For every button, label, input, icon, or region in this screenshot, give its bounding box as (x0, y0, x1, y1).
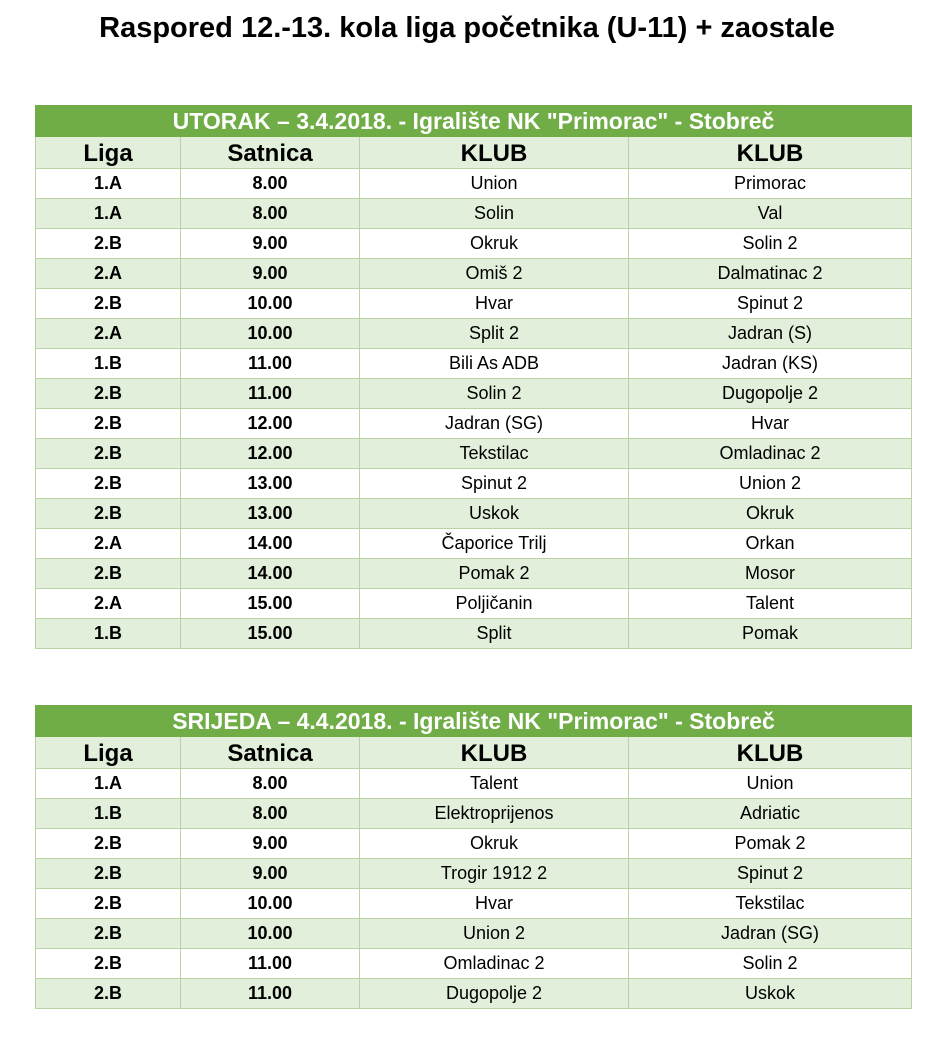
match-liga: 2.A (36, 589, 181, 619)
match-row (36, 979, 912, 1009)
match-row (36, 469, 912, 499)
header-klub-away: KLUB (629, 137, 912, 169)
match-away-club: Pomak (629, 619, 912, 649)
match-row (36, 409, 912, 439)
match-row (36, 229, 912, 259)
match-row (36, 559, 912, 589)
match-home-club: Omiš 2 (360, 259, 629, 289)
match-away-club: Jadran (KS) (629, 349, 912, 379)
match-liga: 2.B (36, 409, 181, 439)
match-time: 8.00 (181, 169, 360, 199)
match-home-club: Union 2 (360, 919, 629, 949)
day-heading: SRIJEDA – 4.4.2018. - Igralište NK "Primorac" - Stobreč (36, 706, 912, 737)
match-home-club: Union (360, 169, 629, 199)
match-liga: 2.B (36, 289, 181, 319)
header-klub-home: KLUB (360, 737, 629, 769)
match-away-club: Okruk (629, 499, 912, 529)
match-time: 10.00 (181, 289, 360, 319)
match-row (36, 829, 912, 859)
match-liga: 1.A (36, 169, 181, 199)
match-liga: 1.B (36, 619, 181, 649)
match-time: 8.00 (181, 769, 360, 799)
match-home-club: Talent (360, 769, 629, 799)
match-away-club: Talent (629, 589, 912, 619)
match-away-club: Pomak 2 (629, 829, 912, 859)
match-liga: 2.B (36, 859, 181, 889)
match-time: 12.00 (181, 409, 360, 439)
match-row (36, 439, 912, 469)
match-time: 9.00 (181, 859, 360, 889)
match-home-club: Poljičanin (360, 589, 629, 619)
match-away-club: Jadran (S) (629, 319, 912, 349)
match-away-club: Adriatic (629, 799, 912, 829)
page-title: Raspored 12.-13. kola liga početnika (U-11) + zaostale (99, 12, 835, 44)
header-satnica: Satnica (181, 137, 360, 169)
match-row (36, 499, 912, 529)
column-header-row (36, 137, 912, 169)
match-time: 8.00 (181, 199, 360, 229)
header-liga: Liga (36, 137, 181, 169)
match-time: 8.00 (181, 799, 360, 829)
match-liga: 2.B (36, 829, 181, 859)
match-away-club: Uskok (629, 979, 912, 1009)
match-liga: 2.B (36, 889, 181, 919)
match-row (36, 529, 912, 559)
match-row (36, 379, 912, 409)
match-home-club: Elektroprijenos (360, 799, 629, 829)
match-home-club: Hvar (360, 289, 629, 319)
match-home-club: Uskok (360, 499, 629, 529)
match-home-club: Jadran (SG) (360, 409, 629, 439)
match-liga: 2.B (36, 229, 181, 259)
match-home-club: Hvar (360, 889, 629, 919)
match-away-club: Primorac (629, 169, 912, 199)
day-heading: UTORAK – 3.4.2018. - Igralište NK "Primorac" - Stobreč (36, 106, 912, 137)
match-row (36, 619, 912, 649)
match-time: 14.00 (181, 559, 360, 589)
match-time: 11.00 (181, 979, 360, 1009)
day-heading-row (36, 106, 912, 137)
header-satnica: Satnica (181, 737, 360, 769)
match-liga: 1.A (36, 769, 181, 799)
match-away-club: Hvar (629, 409, 912, 439)
match-time: 9.00 (181, 259, 360, 289)
match-home-club: Split 2 (360, 319, 629, 349)
match-away-club: Union 2 (629, 469, 912, 499)
match-home-club: Spinut 2 (360, 469, 629, 499)
match-liga: 1.B (36, 349, 181, 379)
match-time: 15.00 (181, 589, 360, 619)
match-liga: 1.B (36, 799, 181, 829)
match-away-club: Tekstilac (629, 889, 912, 919)
match-row (36, 589, 912, 619)
match-liga: 2.A (36, 259, 181, 289)
match-away-club: Solin 2 (629, 229, 912, 259)
match-away-club: Jadran (SG) (629, 919, 912, 949)
match-liga: 1.A (36, 199, 181, 229)
match-liga: 2.B (36, 979, 181, 1009)
match-away-club: Val (629, 199, 912, 229)
match-liga: 2.B (36, 949, 181, 979)
header-klub-home: KLUB (360, 137, 629, 169)
match-home-club: Pomak 2 (360, 559, 629, 589)
schedule-table-tuesday (35, 105, 912, 649)
match-time: 15.00 (181, 619, 360, 649)
match-liga: 2.A (36, 529, 181, 559)
match-time: 10.00 (181, 889, 360, 919)
match-row (36, 199, 912, 229)
match-row (36, 259, 912, 289)
match-away-club: Spinut 2 (629, 859, 912, 889)
match-row (36, 949, 912, 979)
match-away-club: Union (629, 769, 912, 799)
match-home-club: Okruk (360, 229, 629, 259)
column-header-row (36, 737, 912, 769)
match-away-club: Omladinac 2 (629, 439, 912, 469)
match-away-club: Orkan (629, 529, 912, 559)
match-liga: 2.B (36, 469, 181, 499)
header-klub-away: KLUB (629, 737, 912, 769)
match-time: 9.00 (181, 829, 360, 859)
match-home-club: Bili As ADB (360, 349, 629, 379)
match-home-club: Tekstilac (360, 439, 629, 469)
match-away-club: Solin 2 (629, 949, 912, 979)
schedule-body (36, 706, 912, 1009)
match-home-club: Trogir 1912 2 (360, 859, 629, 889)
match-home-club: Dugopolje 2 (360, 979, 629, 1009)
match-time: 14.00 (181, 529, 360, 559)
day-heading-row (36, 706, 912, 737)
match-time: 13.00 (181, 499, 360, 529)
match-liga: 2.B (36, 379, 181, 409)
match-time: 10.00 (181, 319, 360, 349)
match-home-club: Split (360, 619, 629, 649)
match-row (36, 799, 912, 829)
match-row (36, 859, 912, 889)
match-time: 11.00 (181, 349, 360, 379)
match-home-club: Solin 2 (360, 379, 629, 409)
match-time: 12.00 (181, 439, 360, 469)
match-liga: 2.B (36, 559, 181, 589)
match-away-club: Dugopolje 2 (629, 379, 912, 409)
match-home-club: Omladinac 2 (360, 949, 629, 979)
match-liga: 2.B (36, 499, 181, 529)
match-away-club: Mosor (629, 559, 912, 589)
schedule-table-wednesday (35, 705, 912, 1009)
match-time: 10.00 (181, 919, 360, 949)
match-time: 11.00 (181, 379, 360, 409)
match-away-club: Dalmatinac 2 (629, 259, 912, 289)
match-home-club: Okruk (360, 829, 629, 859)
match-row (36, 169, 912, 199)
match-row (36, 769, 912, 799)
match-liga: 2.A (36, 319, 181, 349)
match-home-club: Solin (360, 199, 629, 229)
match-row (36, 289, 912, 319)
header-liga: Liga (36, 737, 181, 769)
match-row (36, 349, 912, 379)
match-row (36, 919, 912, 949)
match-home-club: Čaporice Trilj (360, 529, 629, 559)
match-row (36, 319, 912, 349)
schedule-body (36, 106, 912, 649)
match-time: 13.00 (181, 469, 360, 499)
match-liga: 2.B (36, 439, 181, 469)
match-time: 11.00 (181, 949, 360, 979)
match-away-club: Spinut 2 (629, 289, 912, 319)
match-row (36, 889, 912, 919)
match-liga: 2.B (36, 919, 181, 949)
match-time: 9.00 (181, 229, 360, 259)
